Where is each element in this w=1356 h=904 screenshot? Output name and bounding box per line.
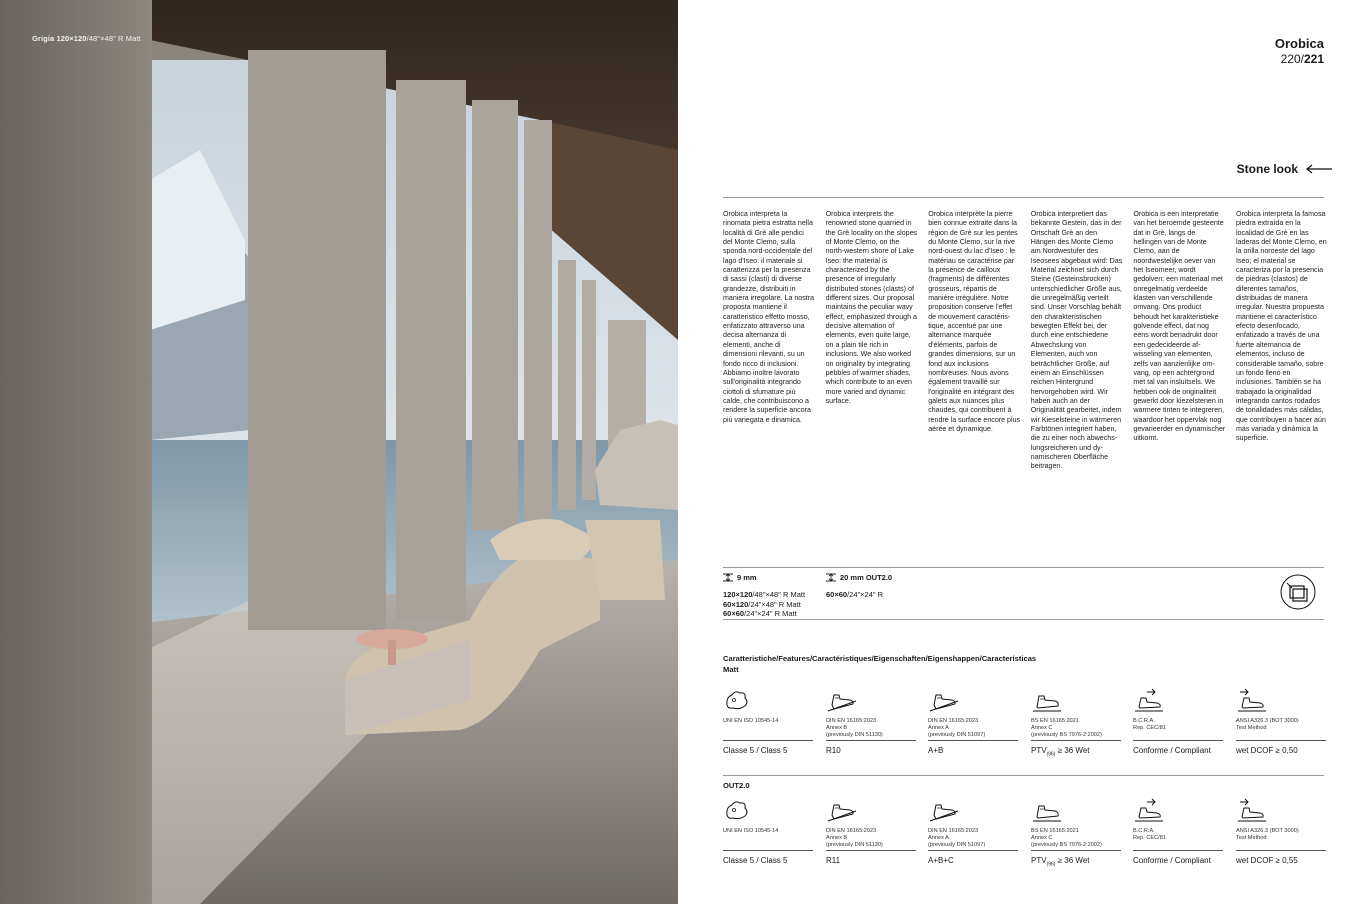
shoe-slope-icon bbox=[928, 687, 1018, 717]
feature-value: wet DCOF ≥ 0,55 bbox=[1236, 856, 1298, 865]
arrow-left-icon bbox=[1306, 164, 1332, 174]
feature-standard bbox=[1133, 718, 1223, 740]
feature-rule bbox=[1031, 850, 1121, 851]
feature-standard bbox=[928, 828, 1018, 850]
feature-rule bbox=[723, 850, 813, 851]
standard-line: Annex A bbox=[928, 834, 949, 841]
standard-line: ANSI A326.3 (BOT 3000) bbox=[1236, 828, 1299, 834]
feature-cell bbox=[826, 687, 916, 755]
shoe-slope-icon bbox=[826, 797, 916, 827]
standard-line: Annex A bbox=[928, 724, 949, 731]
group-label-out2: OUT2.0 bbox=[723, 781, 750, 790]
format-item: 60×120/24"×48" R Matt bbox=[723, 599, 801, 609]
formats-9mm bbox=[723, 590, 805, 619]
feature-standard bbox=[826, 718, 916, 740]
formats-20mm bbox=[826, 590, 883, 600]
standard-line: Test Method bbox=[1236, 724, 1267, 731]
feature-cell bbox=[928, 797, 1018, 865]
shoe-slope-icon bbox=[826, 687, 916, 717]
standard-line: UNI EN ISO 10545-14 bbox=[723, 828, 779, 834]
feature-rule bbox=[826, 740, 916, 741]
feature-cell bbox=[826, 797, 916, 865]
standard-line: ANSI A326.3 (BOT 3000) bbox=[1236, 718, 1299, 724]
rectified-edge-icon bbox=[1280, 574, 1316, 610]
feature-cell bbox=[1031, 687, 1121, 758]
thickness-icon bbox=[826, 573, 836, 582]
feature-value: $PTV_{(96)} \ge 36$ Wet bbox=[1031, 856, 1090, 868]
feature-rule bbox=[1236, 850, 1326, 851]
feature-rule bbox=[723, 740, 813, 741]
feature-value: A+B+C bbox=[928, 856, 954, 865]
feature-cell bbox=[1236, 797, 1326, 865]
standard-line: DIN EN 16165:2023 bbox=[826, 718, 877, 724]
description-en: Orobica interprets the renowned stone quarried in the Grè locality on the slopes of Monte Clemo, on the north-western shore of Lake Iseo: the material is characterized by the presence of irregularly distributed stones (clasts) of different sizes. Our proposal maintains the peculiar wavy effect, emphasized through a decisive alternation of elements, even quite large, on a plain tile rich in inclusions. We also worked on originality by integrating pebbles of warmer shades, which contribute to an even more varied and dynamic surface. bbox=[825, 210, 918, 405]
standard-line: Rep. CEC/81 bbox=[1133, 724, 1166, 731]
format-item: 60×60/24"×24" R bbox=[826, 590, 884, 599]
standard-line: UNI EN ISO 10545-14 bbox=[723, 718, 779, 724]
feature-rule bbox=[1236, 740, 1326, 741]
standard-line: DIN EN 16165:2023 bbox=[928, 828, 979, 834]
feature-standard bbox=[723, 828, 813, 850]
feature-cell bbox=[1236, 687, 1326, 755]
feature-standard bbox=[1031, 828, 1121, 850]
pendulum-shoe-icon bbox=[1031, 797, 1121, 827]
divider bbox=[723, 567, 1324, 568]
standard-line: Annex C bbox=[1031, 724, 1053, 731]
brand-name: Orobica bbox=[1274, 36, 1324, 51]
standard-line: BS EN 16165:2021 bbox=[1031, 718, 1079, 724]
pendulum-shoe-icon bbox=[1031, 687, 1121, 717]
standard-line: DIN EN 16165:2023 bbox=[928, 718, 979, 724]
feature-rule bbox=[928, 850, 1018, 851]
feature-value: Conforme / Compliant bbox=[1133, 856, 1211, 865]
feature-cell bbox=[1133, 687, 1223, 755]
standard-line: Annex B bbox=[826, 724, 848, 731]
feature-cell bbox=[723, 687, 813, 755]
description-nl: Orobica is een interpretatie van het beroemde gesteente dat in Grè, langs de hellingen van de Monte Clemo, aan de noordwestelijke oever van het Iseomeer, wordt gedolven: een materiaal met onregelmatig verdeelde klasten van verschillende omvang. Ons product behoudt het karakteristieke golvende effect, dat nog eens wordt benadrukt door een gedecideerde afwisseling van elementen, zelfs van aanzienlijke omvang, op een achtergrond met tal van insluitsels. We hebben ook de originaliteit gewerkt door kiezelstenen in warmere tinten te integreren, waardoor het oppervlak nog gevarieerder en dynamischer uitkomt. bbox=[1133, 210, 1226, 443]
feature-value: wet DCOF ≥ 0,50 bbox=[1236, 746, 1298, 755]
standard-line: B.C.R.A. bbox=[1133, 718, 1155, 724]
feature-standard bbox=[723, 718, 813, 740]
feature-rule bbox=[826, 850, 916, 851]
divider bbox=[723, 197, 1324, 198]
feature-value: R10 bbox=[826, 746, 841, 755]
standard-line: (previously DIN 51097) bbox=[928, 731, 986, 738]
standard-line: BS EN 16165:2021 bbox=[1031, 828, 1079, 834]
section-tag bbox=[1237, 162, 1332, 176]
feature-rule bbox=[1031, 740, 1121, 741]
format-item: 120×120/48"×48" R Matt bbox=[723, 590, 806, 599]
bcra-shoe-icon bbox=[1133, 687, 1223, 717]
stain-resistance-icon bbox=[723, 797, 813, 827]
thickness-20mm: 20 mm OUT2.0 bbox=[826, 573, 892, 582]
standard-line: (previously DIN 51130) bbox=[826, 731, 883, 738]
standard-line: B.C.R.A. bbox=[1133, 828, 1155, 834]
standard-line: (previously DIN 51097) bbox=[928, 841, 986, 848]
feature-value: Classe 5 / Class 5 bbox=[723, 856, 788, 865]
description-es: Orobica interpreta la famosa piedra extraída en la localidad de Grè en las laderas del Monte Clemo, en la orilla noroeste del lago Iseo; el material se caracteriza por la presencia de piedras (clastos) de diferentes tamaños, distribuidas de manera irregular. Nuestra propuesta mantiene el característico efecto desenfocado, enfatizado a través de una fuerte alternancia de elementos, incluso de considerable tamaño, sobre un fondo lleno en inclusiones. También se ha trabajado la originalidad integrando cantos rodados de tonalidades más cálidas, que contribuyen a hacer aún más variada y dinámica la superficie. bbox=[1235, 210, 1327, 443]
format-item: 60×60/24"×24" R Matt bbox=[723, 609, 797, 619]
feature-standard bbox=[1236, 718, 1326, 740]
standard-line: Test Method bbox=[1236, 834, 1267, 841]
standard-line: (previously DIN 51130) bbox=[826, 841, 883, 848]
standard-line: (previously BS 7976-2:2002) bbox=[1031, 841, 1102, 848]
photo-caption: Grigia 120×120/48"×48" R Matt bbox=[32, 34, 141, 43]
feature-cell bbox=[1133, 797, 1223, 865]
feature-rule bbox=[928, 740, 1018, 741]
description-fr: Orobica interprète la pierre bien connue extraite dans la région de Grè sur les pentes du Monte Clemo, sur la rive nord-ouest du lac d'Iseo : le matériau se caractérise par la présence de cailloux (fragments) de différentes grosseurs, répartis de manière irrégulière. Notre proposition conserve l'effet de mouvement caractéristique, accentué par une alternance marquée d'éléments, parfois de grandes dimensions, sur un fond aux inclusions nombreuses. Nous avons également travaillé sur l'originalité en intégrant des galets aux nuances plus chaudes, qui contribuent à rendre la surface encore plus aérée et dynamique. bbox=[928, 210, 1021, 433]
standard-line: (previously BS 7976-2:2002) bbox=[1031, 731, 1102, 738]
features-title: Caratteristiche/Features/Caractéristiques/Eigenschaften/Eigenshappen/Características bbox=[723, 654, 1037, 663]
description-it: Orobica interpreta la rinomata pietra estratta nella località di Grè alle pendici del Monte Clemo, sulla sponda nord-occidentale del lago d'Iseo: il materiale si caratterizza per la presenza di sassi (clasti) di diverse grandezze, distribuiti in maniera irregolare. La nostra proposta mantiene il caratteristico effetto mosso, enfatizzato attraverso una decisa alternanza di elementi, anche di dimensioni rilevanti, su un fondo ricco di inclusioni. Abbiamo inoltre lavorato sull'originalità integrando ciottoli di sfumature più calde, che contribuiscono a rendere la superficie ancora più variegata e dinamica. bbox=[723, 210, 815, 424]
section-label: Stone look bbox=[1236, 162, 1298, 176]
standard-line: DIN EN 16165:2023 bbox=[826, 828, 877, 834]
feature-rule bbox=[1133, 850, 1223, 851]
divider bbox=[723, 775, 1324, 776]
feature-cell bbox=[723, 797, 813, 865]
standard-line: Rep. CEC/81 bbox=[1133, 834, 1166, 841]
feature-standard bbox=[1236, 828, 1326, 850]
feature-value: R11 bbox=[826, 856, 841, 865]
shoe-slope-icon bbox=[928, 797, 1018, 827]
standard-line: Annex C bbox=[1031, 834, 1053, 841]
feature-cell bbox=[1031, 797, 1121, 868]
feature-value: Conforme / Compliant bbox=[1133, 746, 1211, 755]
stain-resistance-icon bbox=[723, 687, 813, 717]
feature-standard bbox=[1031, 718, 1121, 740]
product-page bbox=[678, 0, 1356, 904]
feature-value: A+B bbox=[928, 746, 944, 755]
feature-value: Classe 5 / Class 5 bbox=[723, 746, 788, 755]
brand-header bbox=[1275, 36, 1324, 66]
feature-cell bbox=[928, 687, 1018, 755]
thickness-9mm: 9 mm bbox=[723, 573, 757, 582]
page-numbers: 220/221 bbox=[1280, 52, 1324, 66]
thickness-icon bbox=[723, 573, 733, 582]
bcra-shoe-icon bbox=[1133, 797, 1223, 827]
dcof-shoe-icon bbox=[1236, 797, 1326, 827]
dcof-shoe-icon bbox=[1236, 687, 1326, 717]
group-label-matt: Matt bbox=[723, 665, 739, 674]
standard-line: Annex B bbox=[826, 834, 848, 841]
feature-standard bbox=[928, 718, 1018, 740]
feature-value: $PTV_{(96)} \ge 36$ Wet bbox=[1031, 746, 1090, 758]
divider bbox=[723, 619, 1324, 620]
description-de: Orobica interpretiert das bekannte Gestein, das in der Ortschaft Grè an den Hängen des Monte Clemo am Nordwestufer des Iseosees abgebaut wird: Das Material zeichnet sich durch Steine (Gesteinsbrocken) unterschiedlicher Größe aus, die unregelmäßig verteilt sind. Unser Vorschlag behält den charakteristischen bewegten Effekt bei, der durch eine entschiedene Abwechslung von Elementen, auch von beträchtlicher Größe, auf einem an Einschlüssen reichen Hintergrund hervorgehoben wird. Wir haben auch an der Originalität gearbeitet, indem wir Kieselsteine in wärmeren Farbtönen integriert haben, die zu einer noch abwechslungsreicheren und dynamischeren Oberfläche beitragen. bbox=[1030, 210, 1123, 471]
feature-standard bbox=[826, 828, 916, 850]
feature-rule bbox=[1133, 740, 1223, 741]
description-columns bbox=[723, 210, 1328, 472]
feature-standard bbox=[1133, 828, 1223, 850]
